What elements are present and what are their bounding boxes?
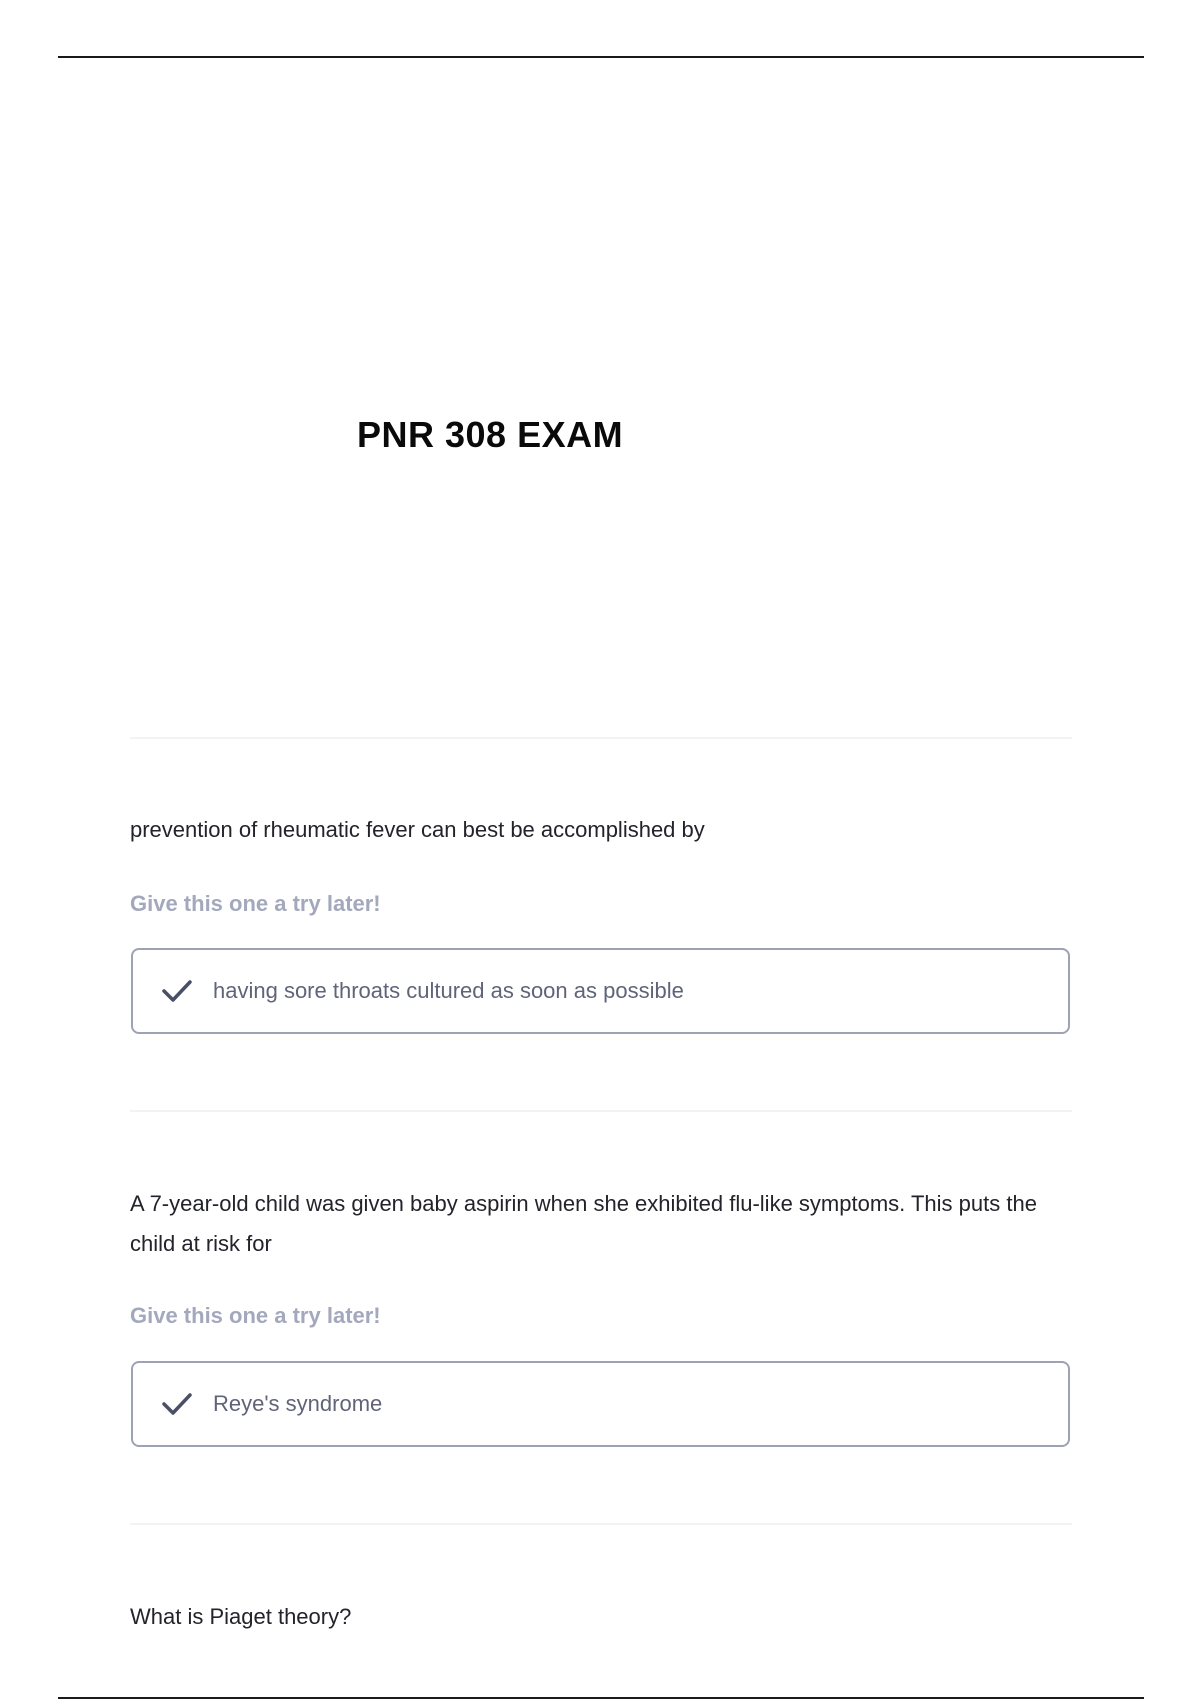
try-later-hint[interactable]: Give this one a try later!: [130, 891, 381, 916]
checkmark-icon: [159, 973, 195, 1009]
card-divider: [130, 1523, 1072, 1525]
document-title: PNR 308 EXAM: [357, 414, 624, 455]
top-rule: [58, 56, 1144, 58]
card-divider: [130, 1110, 1072, 1112]
answer-box[interactable]: [131, 1361, 1070, 1447]
question-text: prevention of rheumatic fever can best be accomplished by: [130, 817, 705, 842]
question-text: A 7-year-old child was given baby aspirin when she exhibited flu-like symptoms. This puts the child at risk for: [130, 1191, 1037, 1256]
answer-text: having sore throats cultured as soon as possible: [213, 978, 684, 1003]
checkmark-icon: [159, 1386, 195, 1422]
answer-box[interactable]: [131, 948, 1070, 1034]
question-text: What is Piaget theory?: [130, 1604, 352, 1629]
card-divider: [130, 737, 1072, 739]
try-later-hint[interactable]: Give this one a try later!: [130, 1303, 381, 1328]
answer-text: Reye's syndrome: [213, 1391, 383, 1416]
bottom-rule: [58, 1697, 1144, 1699]
